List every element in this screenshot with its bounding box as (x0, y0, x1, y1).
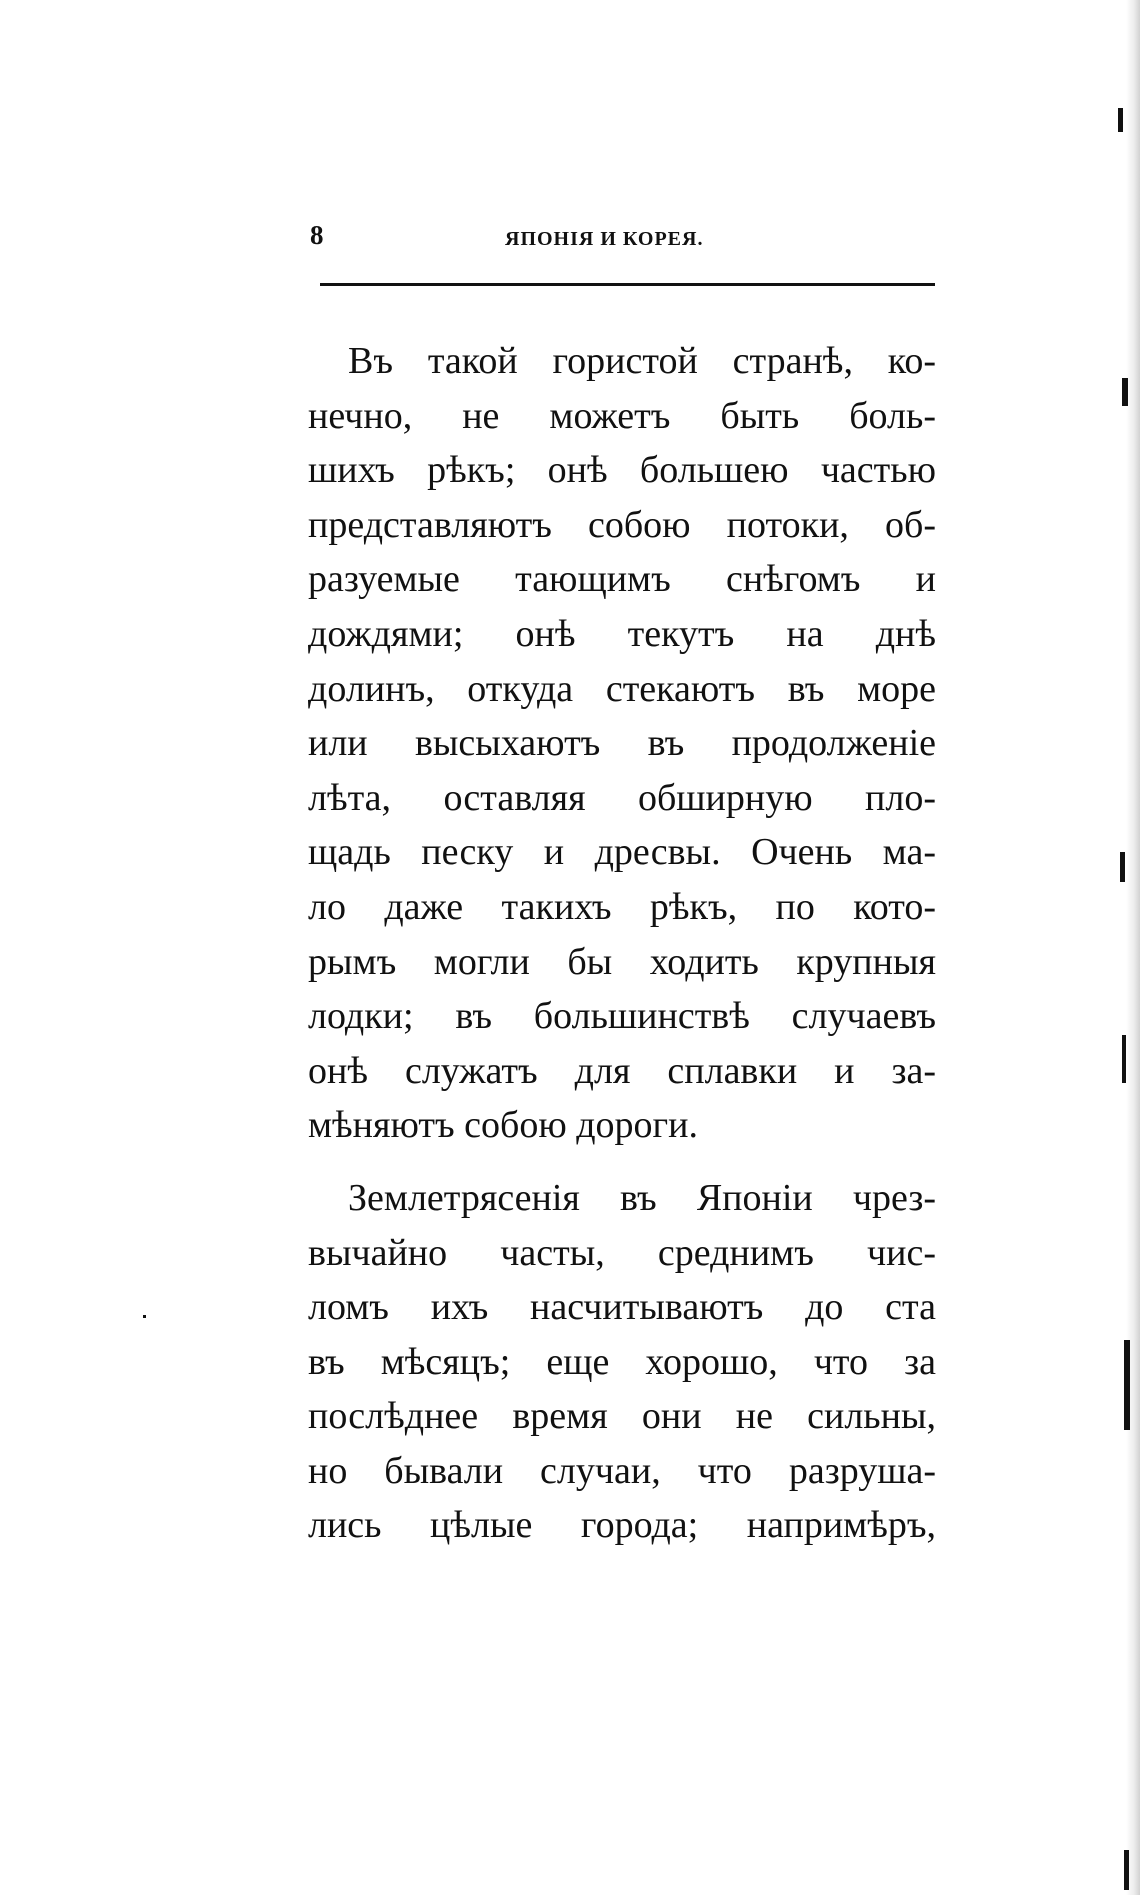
running-title: ЯПОНІЯ И КОРЕЯ. (505, 228, 704, 250)
body-text (308, 334, 936, 1553)
text-line: нечно, не можетъ быть боль- (308, 394, 936, 437)
ink-speck (1118, 108, 1123, 132)
text-line: долинъ, откуда стекаютъ въ море (308, 667, 936, 710)
text-line: въ мѣсяцъ; еще хорошо, что за (308, 1340, 936, 1383)
ink-speck (1122, 378, 1128, 406)
ink-speck (1122, 1035, 1126, 1083)
page-edge-shadow (1126, 0, 1140, 1895)
text-line: представляютъ собою потоки, об- (308, 503, 936, 546)
text-line: щадь песку и дресвы. Очень ма- (308, 831, 936, 874)
text-line: послѣднее время они не сильны, (308, 1395, 936, 1438)
text-line: шихъ рѣкъ; онѣ большею частью (308, 449, 936, 492)
text-line: онѣ служатъ для сплавки и за- (308, 1049, 936, 1092)
text-line: или высыхаютъ въ продолженіе (308, 722, 936, 765)
text-line: мѣняютъ собою дороги. (308, 1104, 698, 1147)
text-line: Въ такой гористой странѣ, ко- (348, 340, 936, 382)
paragraph-2 (308, 1171, 936, 1553)
ink-speck (143, 1315, 146, 1318)
ink-speck (1124, 1850, 1129, 1890)
text-line: Землетрясенія въ Японіи чрез- (348, 1176, 936, 1219)
text-line: рымъ могли бы ходить крупныя (308, 940, 936, 983)
ink-speck (1124, 1340, 1130, 1430)
paragraph-1 (308, 334, 936, 1153)
text-line: лодки; въ большинствѣ случаевъ (308, 995, 936, 1038)
page-number: 8 (310, 220, 324, 250)
text-line: разуемые тающимъ снѣгомъ и (308, 558, 936, 601)
text-line: лѣта, оставляя обширную пло- (308, 776, 936, 819)
text-line: ло даже такихъ рѣкъ, по кото- (308, 885, 936, 928)
text-line: лись цѣлые города; напримѣръ, (308, 1504, 936, 1547)
text-line: вычайно часты, среднимъ чис- (308, 1231, 936, 1274)
ink-speck (1120, 852, 1125, 882)
text-line: дождями; онѣ текутъ на днѣ (308, 612, 936, 655)
paragraph-gap (308, 1153, 936, 1171)
text-line: но бывали случаи, что разруша- (308, 1449, 936, 1492)
header-rule (320, 283, 935, 286)
text-line: ломъ ихъ насчитываютъ до ста (308, 1286, 936, 1329)
